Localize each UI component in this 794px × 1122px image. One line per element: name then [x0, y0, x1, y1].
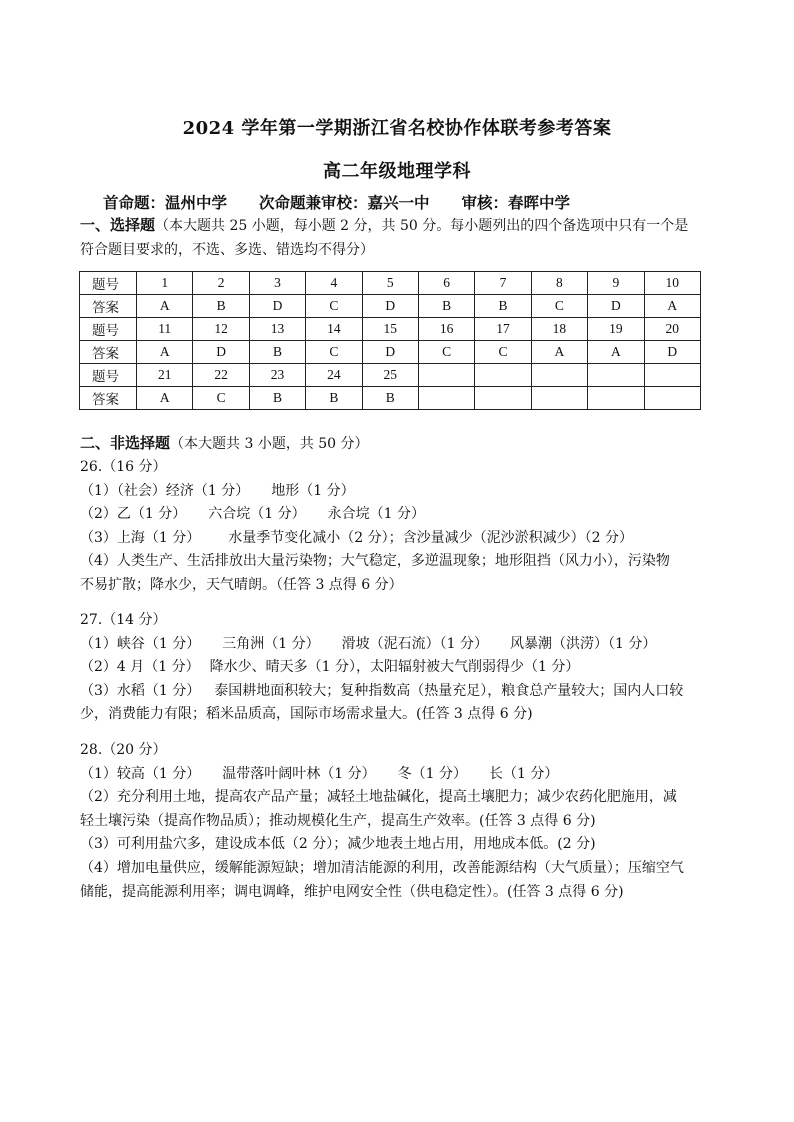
number-cell: 6: [418, 272, 474, 295]
credits-line: [103, 191, 602, 213]
answer-cell: B: [475, 295, 531, 318]
section-choice-desc-1: （本大题共 25 小题，每小题 2 分，共 50 分。每小题列出的四个备选项中只有一个是: [155, 218, 689, 234]
q26-2c: 永合垸（1 分）: [327, 506, 425, 523]
answer-cell: D: [644, 341, 700, 364]
number-cell: 20: [644, 318, 700, 341]
q28-1a: （1）较高（1 分）: [80, 765, 201, 782]
number-row-label: 题号: [80, 318, 137, 341]
section-nonchoice-heading: [80, 432, 720, 457]
q27-1d: 风暴潮（洪涝）（1 分）: [509, 635, 657, 652]
answer-cell: D: [362, 341, 418, 364]
q28-head: 28.（20 分）: [80, 742, 167, 758]
number-cell: 11: [137, 318, 193, 341]
q27-2b: 降水少、晴天多（1 分），太阳辐射被大气削弱得少（1 分）: [209, 659, 580, 676]
answer-cell: B: [193, 295, 249, 318]
answer-cell: D: [588, 295, 644, 318]
number-cell: [475, 364, 531, 387]
number-cell: 2: [193, 272, 249, 295]
number-row: [80, 364, 701, 387]
q27-line-1: [80, 633, 720, 657]
answer-cell: A: [137, 387, 193, 410]
q26-line-3: [80, 527, 720, 551]
answer-cell: C: [531, 295, 587, 318]
number-cell: [418, 364, 474, 387]
q27-head: 27.（14 分）: [80, 612, 167, 628]
number-cell: 19: [588, 318, 644, 341]
q27-line-3: [80, 680, 720, 704]
section-nonchoice-title: 二、非选择题: [80, 434, 171, 452]
question-27: [80, 609, 720, 727]
q26-head: 26.（16 分）: [80, 459, 167, 475]
number-cell: [644, 364, 700, 387]
q26-line-1: [80, 480, 720, 504]
q27-2a: （2）4 月（1 分）: [80, 659, 200, 676]
number-cell: 22: [193, 364, 249, 387]
number-cell: 8: [531, 272, 587, 295]
q27-1a: （1）峡谷（1 分）: [80, 635, 201, 652]
number-cell: 16: [418, 318, 474, 341]
number-row-label: 题号: [80, 272, 137, 295]
number-row-label: 题号: [80, 364, 137, 387]
credit-auditor: 审核：春晖中学: [461, 193, 571, 212]
answer-cell: A: [531, 341, 587, 364]
answer-cell: B: [418, 295, 474, 318]
q28-line-5: （4）增加电量供应，缓解能源短缺；增加清洁能源的利用，改善能源结构（大气质量）；压缩空气: [80, 859, 684, 876]
answer-cell: B: [249, 341, 305, 364]
number-cell: 23: [249, 364, 305, 387]
answer-row: [80, 295, 701, 318]
q27-1b: 三角洲（1 分）: [222, 635, 320, 652]
q27-line-4: 少，消费能力有限；稻米品质高，国际市场需求量大。(任答 3 点得 6 分): [80, 706, 533, 723]
number-row: [80, 272, 701, 295]
section-nonchoice-desc: （本大题共 3 小题，共 50 分）: [170, 436, 369, 452]
answer-row-label: 答案: [80, 341, 137, 364]
q27-line-2: [80, 656, 720, 680]
q26-3b: 水量季节变化减小（2 分）；含沙量减少（泥沙淤积减少）（2 分）: [228, 529, 633, 546]
q28-1c: 冬（1 分）: [397, 765, 467, 782]
q28-line-2: （2）充分利用土地，提高农产品产量；减轻土地盐碱化，提高土壤肥力；减少农药化肥施用，减: [80, 789, 677, 806]
answer-cell: [588, 387, 644, 410]
q26-line-2: [80, 503, 720, 527]
answer-cell: B: [249, 387, 305, 410]
answer-row: [80, 341, 701, 364]
number-cell: 10: [644, 272, 700, 295]
q28-line-6: 储能，提高能源利用率；调电调峰，维护电网安全性（供电稳定性）。(任答 3 点得 6 分): [80, 883, 624, 900]
answer-cell: A: [588, 341, 644, 364]
answer-cell: C: [306, 295, 362, 318]
answer-cell: [418, 387, 474, 410]
number-cell: 4: [306, 272, 362, 295]
section-choice-title: 一、选择题: [80, 216, 156, 234]
q28-line-1: [80, 763, 720, 787]
question-26: [80, 456, 720, 598]
answer-cell: C: [418, 341, 474, 364]
number-cell: 3: [249, 272, 305, 295]
number-cell: 15: [362, 318, 418, 341]
number-row: [80, 318, 701, 341]
answer-cell: [644, 387, 700, 410]
credit-first-author: 首命题：温州中学: [103, 193, 228, 212]
answer-row: [80, 387, 701, 410]
answer-cell: C: [193, 387, 249, 410]
answer-cell: A: [644, 295, 700, 318]
number-cell: [588, 364, 644, 387]
number-cell: 12: [193, 318, 249, 341]
q26-3a: （3）上海（1 分）: [80, 529, 201, 546]
q27-3a: （3）水稻（1 分）: [80, 682, 201, 699]
q28-1b: 温带落叶阔叶林（1 分）: [222, 765, 376, 782]
answer-cell: D: [249, 295, 305, 318]
number-cell: 24: [306, 364, 362, 387]
section-choice-heading: [80, 213, 720, 262]
q26-2a: （2）乙（1 分）: [80, 506, 187, 523]
number-cell: 25: [362, 364, 418, 387]
question-28: [80, 739, 720, 904]
answer-cell: [531, 387, 587, 410]
q26-line-5: 不易扩散；降水少，天气晴朗。（任答 3 点得 6 分）: [80, 576, 403, 593]
q27-3b: 泰国耕地面积较大；复种指数高（热量充足），粮食总产量较大；国内人口较: [214, 682, 684, 699]
q26-line-4: （4）人类生产、生活排放出大量污染物；大气稳定，多逆温现象；地形阻挡（风力小），污染物: [80, 553, 670, 570]
number-cell: 1: [137, 272, 193, 295]
q26-1a: （1）（社会）经济（1 分）: [80, 482, 250, 499]
subject-title: 高二年级地理学科: [323, 161, 471, 182]
number-cell: 17: [475, 318, 531, 341]
answer-cell: [475, 387, 531, 410]
number-cell: 7: [475, 272, 531, 295]
q27-1c: 滑坡（泥石流）（1 分）: [341, 635, 488, 652]
page-title: 2024 学年第一学期浙江省名校协作体联考参考答案: [182, 118, 612, 139]
answer-row-label: 答案: [80, 295, 137, 318]
answer-cell: B: [306, 387, 362, 410]
number-cell: 18: [531, 318, 587, 341]
answer-cell: C: [475, 341, 531, 364]
answer-cell: D: [193, 341, 249, 364]
number-cell: 9: [588, 272, 644, 295]
number-cell: [531, 364, 587, 387]
answer-cell: A: [137, 341, 193, 364]
answer-row-label: 答案: [80, 387, 137, 410]
answer-cell: B: [362, 387, 418, 410]
answer-cell: D: [362, 295, 418, 318]
number-cell: 13: [249, 318, 305, 341]
number-cell: 21: [137, 364, 193, 387]
choice-answer-table: [79, 271, 701, 410]
q28-line-4: （3）可利用盐穴多，建设成本低（2 分）；减少地表土地占用，用地成本低。(2 分): [80, 836, 596, 853]
section-choice-desc-2: 符合题目要求的，不选、多选、错选均不得分）: [80, 242, 374, 258]
answer-cell: A: [137, 295, 193, 318]
q26-2b: 六合垸（1 分）: [208, 506, 306, 523]
q28-1d: 长（1 分）: [488, 765, 559, 782]
answer-cell: C: [306, 341, 362, 364]
credit-reviewer: 次命题兼审校：嘉兴一中: [259, 193, 430, 212]
number-cell: 5: [362, 272, 418, 295]
q26-1b: 地形（1 分）: [271, 482, 355, 499]
number-cell: 14: [306, 318, 362, 341]
q28-line-3: 轻土壤污染（提高作物品质）；推动规模化生产，提高生产效率。(任答 3 点得 6 分): [80, 812, 596, 829]
